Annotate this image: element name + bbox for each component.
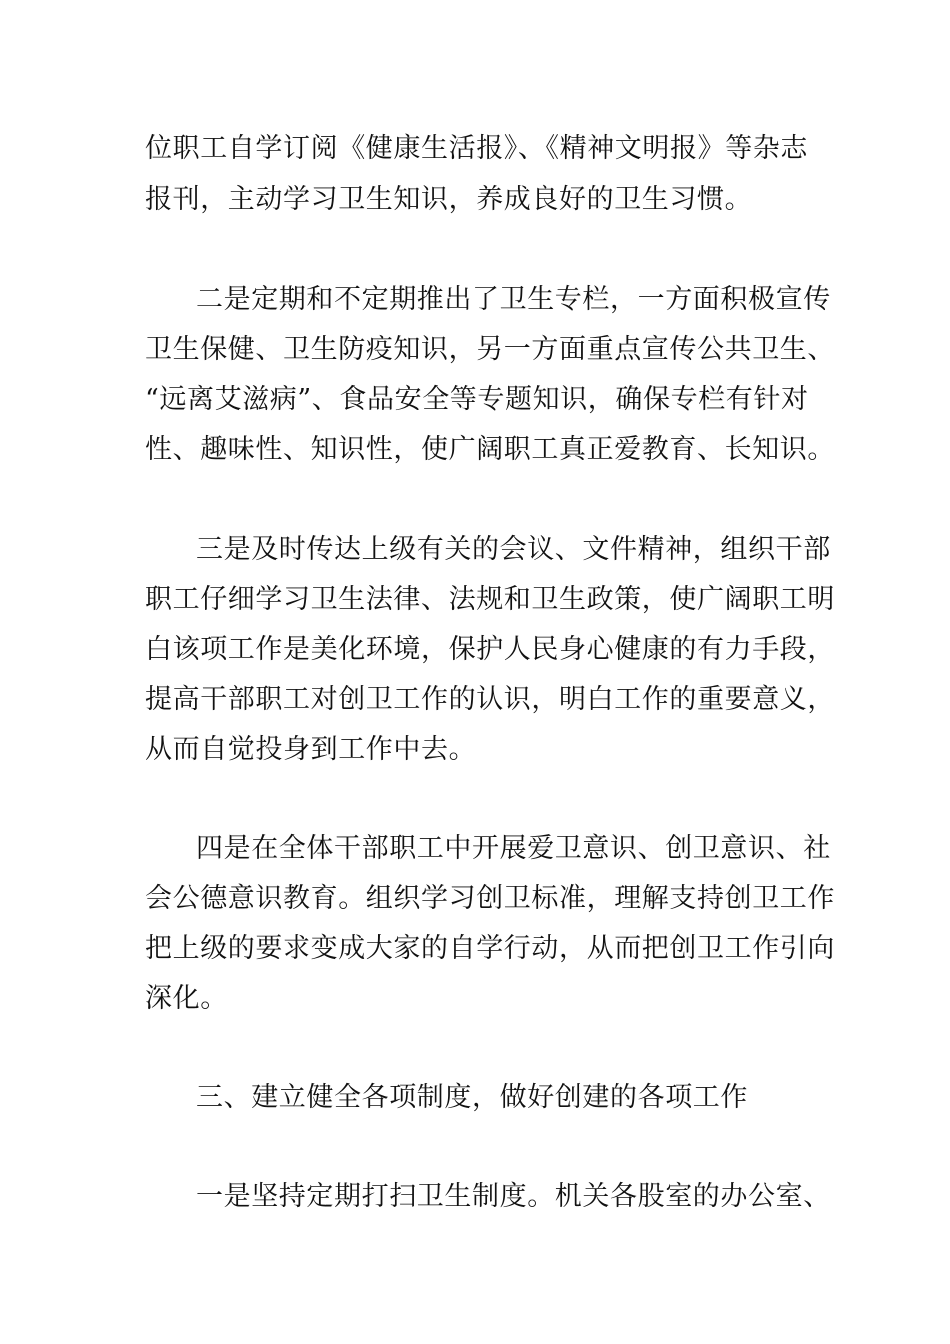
text-line: 白该项工作是美化环境，保护人民身心健康的有力手段， xyxy=(145,634,835,665)
text-line: 从而自觉投身到工作中去。 xyxy=(145,734,477,765)
paragraph-first-line: 二是定期和不定期推出了卫生专栏，一方面积极宣传 xyxy=(196,284,831,315)
text-line: 职工仔细学习卫生法律、法规和卫生政策，使广阔职工明 xyxy=(145,584,835,615)
paragraph-first-line: 四是在全体干部职工中开展爱卫意识、创卫意识、社 xyxy=(196,833,831,864)
text-line: 位职工自学订阅《健康生活报》、《精神文明报》等杂志 xyxy=(145,133,808,164)
text-line: 卫生保健、卫生防疫知识，另一方面重点宣传公共卫生、 xyxy=(145,334,835,365)
text-line: 提高干部职工对创卫工作的认识，明白工作的重要意义， xyxy=(145,684,835,715)
text-line: 把上级的要求变成大家的自学行动，从而把创卫工作引向 xyxy=(145,933,835,964)
paragraph-first-line: 一是坚持定期打扫卫生制度。机关各股室的办公室、 xyxy=(196,1181,831,1212)
text-line: 性、趣味性、知识性，使广阔职工真正爱教育、长知识。 xyxy=(145,434,835,465)
section-heading: 三、建立健全各项制度，做好创建的各项工作 xyxy=(196,1082,748,1113)
text-line: 报刊，主动学习卫生知识，养成良好的卫生习惯。 xyxy=(145,184,753,215)
text-line: 会公德意识教育。组织学习创卫标准，理解支持创卫工作 xyxy=(145,883,835,914)
paragraph-first-line: 三是及时传达上级有关的会议、文件精神，组织干部 xyxy=(196,534,831,565)
text-line: “远离艾滋病”、食品安全等专题知识，确保专栏有针对 xyxy=(145,384,809,415)
text-line: 深化。 xyxy=(145,983,228,1014)
